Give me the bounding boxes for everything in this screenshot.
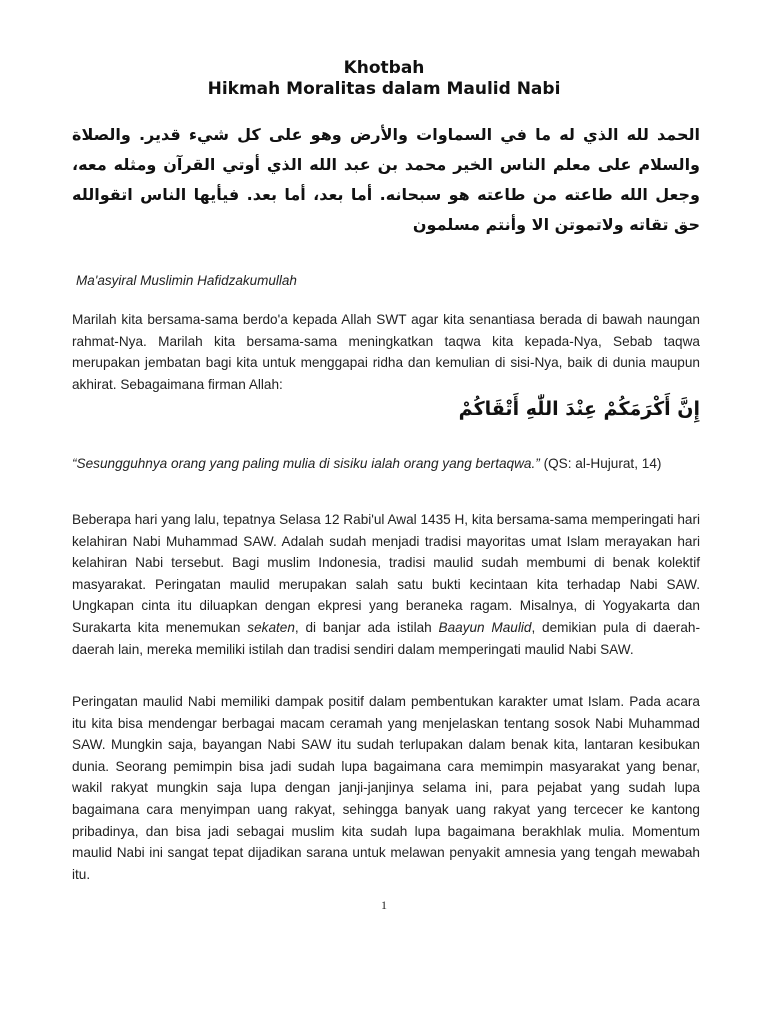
term-sekaten: sekaten [247,619,295,635]
paragraph-2-part-3: , demikian pula di daerah-daerah lain, mereka memiliki istilah dan tradisi sendiri dalam memperingati maulid Nabi SAW. [72,619,700,657]
title-line-1: Khotbah [343,58,425,78]
opening-arabic-text: الحمد لله الذي له ما في السماوات والأرض وهو على كل شيء قدير. والصلاة والسلام على معلم الناس الخير محمد بن عبد الله الذي أوتي القرآن ومثله معه، وجعل الله طاعته من طاعته هو سبحانه. أما بعد، أما بعد. فيأيها الناس اتقوالله حق تقاته ولاتموتن الا وأنتم مسلمون [72,125,700,234]
paragraph-1: Marilah kita bersama-sama berdo'a kepada Allah SWT agar kita senantiasa berada di bawah naungan rahmat-Nya. Marilah kita bersama-sama meningkatkan taqwa kita kepada-Nya, Sebab taqwa merupakan jembatan bagi kita untuk menggapai ridha dan kemulian di sisi-Nya, baik di dunia maupun akhirat. Sebagaimana firman Allah: [72,312,700,392]
paragraph-2 [72,509,700,660]
translation-reference: (QS: al-Hujurat, 14) [543,456,662,471]
translation-quote [72,453,700,475]
title-line-2: Hikmah Moralitas dalam Maulid Nabi [207,79,561,99]
paragraph-3: Peringatan maulid Nabi memiliki dampak positif dalam pembentukan karakter umat Islam. Pada acara itu kita bisa mendengar berbagai macam ceramah yang menjelaskan tentang sosok Nabi Muhammad SAW. Mungkin saja, bayangan Nabi SAW itu sudah terlupakan dalam benak kita, lantaran kesibukan dunia. Seorang pemimpin bisa jadi sudah lupa bagaimana cara memimpin masyarakat yang benar, wakil rakyat mungkin saja lupa dengan janji-janjinya selama ini, para pejabat yang sudah lupa bagaimana cara menyimpan uang rakyat, sehingga banyak uang rakyat yang tercecer ke kantong pribadinya, dan bisa jadi sebagai muslim kita sudah lupa bagaimana berakhlak mulia. Momentum maulid Nabi ini sangat tepat dijadikan sarana untuk melawan penyakit amnesia yang tengah mewabah itu. [72,694,700,882]
quran-ayah: إِنَّ أَكْرَمَكُمْ عِنْدَ اللّٰهِ أَتْقَاكُمْ [458,398,700,420]
term-baayun-maulid: Baayun Maulid [438,619,532,635]
document-title [0,58,768,100]
greeting: Ma'asyiral Muslimin Hafidzakumullah [76,273,297,288]
translation-text: “Sesungguhnya orang yang paling mulia di sisiku ialah orang yang bertaqwa.” [72,456,540,471]
page-number: 1 [381,898,387,912]
paragraph-2-part-1: Beberapa hari yang lalu, tepatnya Selasa 12 Rabi'ul Awal 1435 H, kita bersama-sama memperingati hari kelahiran Nabi Muhammad SAW. Adalah sudah menjadi tradisi mayoritas umat Islam merayakan hari kelahiran Nabi tersebut. Bagi muslim Indonesia, tradisi maulid sudah membumi di benak kolektif masyarakat. Peringatan maulid merupakan salah satu bukti kecintaan kita terhadap Nabi SAW. Ungkapan cinta itu diluapkan dengan ekpresi yang beraneka ragam. Misalnya, di Yogyakarta dan Surakarta kita menemukan [72,512,701,635]
paragraph-2-part-2: , di banjar ada istilah [294,619,439,635]
